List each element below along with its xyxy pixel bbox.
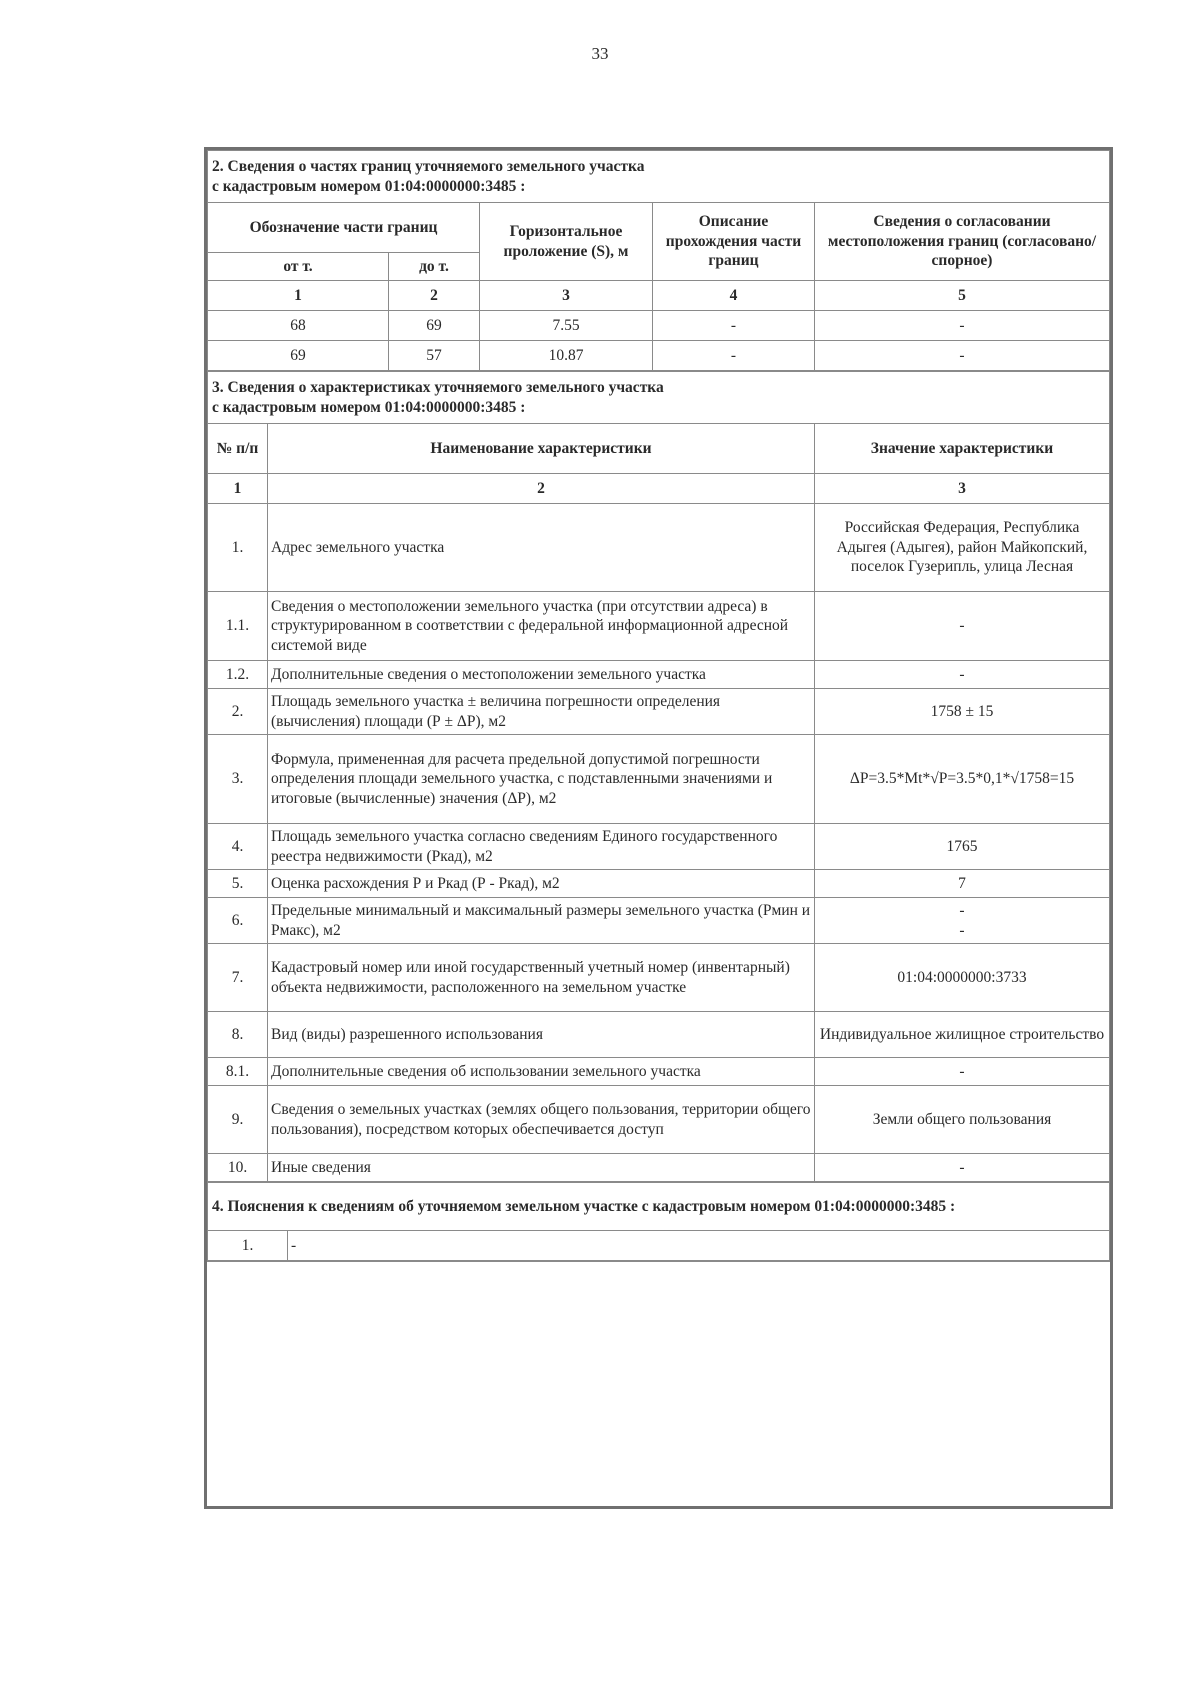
document-frame — [204, 147, 1113, 1509]
col-number: 1 — [208, 281, 389, 311]
col-number: 3 — [815, 474, 1110, 504]
table-row — [208, 824, 1110, 870]
row-value: 01:04:0000000:3733 — [815, 944, 1110, 1012]
note-num: 1. — [208, 1231, 288, 1261]
row-name: Дополнительные сведения об использовании земельного участка — [268, 1058, 815, 1086]
section3-title-line2: с кадастровым номером 01:04:0000000:3485 : — [212, 398, 526, 416]
row-num: 4. — [208, 824, 268, 870]
horizontal-value: 10.87 — [480, 341, 653, 371]
header-horizontal: Горизонтальное проложение (S), м — [480, 203, 653, 281]
from-point: 68 — [208, 311, 389, 341]
header-value: Значение характеристики — [815, 424, 1110, 474]
row-name: Формула, примененная для расчета предельной допустимой погрешности определения площади земельного участка, с подставленными значениями и итоговые (вычисленные) значения (ΔР), м2 — [268, 735, 815, 824]
section3-title-line1: 3. Сведения о характеристиках уточняемого земельного участка — [212, 379, 664, 397]
row-name: Оценка расхождения Р и Ркад (Р - Ркад), м2 — [268, 870, 815, 898]
row-num: 2. — [208, 689, 268, 735]
row-num: 8.1. — [208, 1058, 268, 1086]
row-value: - — [815, 592, 1110, 661]
row-name: Адрес земельного участка — [268, 504, 815, 592]
row-name: Иные сведения — [268, 1154, 815, 1182]
header-designation: Обозначение части границ — [208, 203, 480, 253]
row-name: Вид (виды) разрешенного использования — [268, 1012, 815, 1058]
section4-title: 4. Пояснения к сведениям об уточняемом земельном участке с кадастровым номером 01:04:0000000:3485 : — [208, 1183, 1110, 1231]
row-name: Площадь земельного участка ± величина погрешности определения (вычисления) площади (Р ± ΔР), м2 — [268, 689, 815, 735]
table-row — [208, 898, 1110, 944]
row-value: - — [815, 1154, 1110, 1182]
row-value: 1765 — [815, 824, 1110, 870]
table-row — [208, 1154, 1110, 1182]
section3-title — [208, 372, 1110, 424]
page-number: 33 — [591, 44, 609, 63]
row-name: Кадастровый номер или иной государственный учетный номер (инвентарный) объекта недвижимости, расположенного на земельном участке — [268, 944, 815, 1012]
row-num: 1.1. — [208, 592, 268, 661]
row-num: 5. — [208, 870, 268, 898]
row-value: - — [815, 661, 1110, 689]
agreement-value: - — [815, 341, 1110, 371]
table-row — [208, 1012, 1110, 1058]
col-number: 5 — [815, 281, 1110, 311]
boundary-parts-table — [207, 150, 1110, 371]
header-description: Описание прохождения части границ — [653, 203, 815, 281]
to-point: 57 — [389, 341, 480, 371]
row-num: 1.2. — [208, 661, 268, 689]
row-num: 8. — [208, 1012, 268, 1058]
row-value: - — [815, 1058, 1110, 1086]
table-row — [208, 1058, 1110, 1086]
table-row — [208, 1086, 1110, 1154]
col-number: 2 — [268, 474, 815, 504]
header-to: до т. — [389, 253, 480, 281]
section2-title — [208, 151, 1110, 203]
table-row — [208, 689, 1110, 735]
column-number-row — [208, 474, 1110, 504]
header-agreement: Сведения о согласовании местоположения границ (согласовано/спорное) — [815, 203, 1110, 281]
section2-title-line2: с кадастровым номером 01:04:0000000:3485 : — [212, 177, 526, 195]
table-row — [208, 592, 1110, 661]
description-value: - — [653, 311, 815, 341]
row-num: 9. — [208, 1086, 268, 1154]
row-num: 1. — [208, 504, 268, 592]
from-point: 69 — [208, 341, 389, 371]
horizontal-value: 7.55 — [480, 311, 653, 341]
row-value: Индивидуальное жилищное строительство — [815, 1012, 1110, 1058]
row-value: ΔP=3.5*Mt*√P=3.5*0,1*√1758=15 — [815, 735, 1110, 824]
row-name: Дополнительные сведения о местоположении земельного участка — [268, 661, 815, 689]
row-value: 1758 ± 15 — [815, 689, 1110, 735]
row-name: Площадь земельного участка согласно сведениям Единого государственного реестра недвижимости (Ркад), м2 — [268, 824, 815, 870]
header-from: от т. — [208, 253, 389, 281]
row-value: - - — [815, 898, 1110, 944]
characteristics-table — [207, 371, 1110, 1182]
notes-blank-area — [207, 1261, 1110, 1490]
row-num: 3. — [208, 735, 268, 824]
table-row — [208, 944, 1110, 1012]
row-num: 7. — [208, 944, 268, 1012]
to-point: 69 — [389, 311, 480, 341]
agreement-value: - — [815, 311, 1110, 341]
column-number-row — [208, 281, 1110, 311]
row-value: Земли общего пользования — [815, 1086, 1110, 1154]
section2-title-line1: 2. Сведения о частях границ уточняемого земельного участка — [212, 158, 645, 176]
table-row — [208, 870, 1110, 898]
col-number: 4 — [653, 281, 815, 311]
row-name: Предельные минимальный и максимальный размеры земельного участка (Рмин и Рмакс), м2 — [268, 898, 815, 944]
description-value: - — [653, 341, 815, 371]
header-name: Наименование характеристики — [268, 424, 815, 474]
row-num: 10. — [208, 1154, 268, 1182]
table-row — [208, 735, 1110, 824]
header-num: № п/п — [208, 424, 268, 474]
note-text: - — [288, 1231, 1110, 1261]
table-row — [208, 341, 1110, 371]
row-name: Сведения о местоположении земельного участка (при отсутствии адреса) в структурированном в соответствии с федеральной информационной адресной системой виде — [268, 592, 815, 661]
col-number: 3 — [480, 281, 653, 311]
col-number: 1 — [208, 474, 268, 504]
table-row — [208, 1231, 1110, 1261]
row-value: 7 — [815, 870, 1110, 898]
row-value: Российская Федерация, Республика Адыгея (Адыгея), район Майкопский, поселок Гузерипль, улица Лесная — [815, 504, 1110, 592]
row-name: Сведения о земельных участках (землях общего пользования, территории общего пользования), посредством которых обеспечивается доступ — [268, 1086, 815, 1154]
row-num: 6. — [208, 898, 268, 944]
table-row — [208, 661, 1110, 689]
table-row — [208, 504, 1110, 592]
col-number: 2 — [389, 281, 480, 311]
table-row — [208, 311, 1110, 341]
notes-table — [207, 1182, 1110, 1261]
